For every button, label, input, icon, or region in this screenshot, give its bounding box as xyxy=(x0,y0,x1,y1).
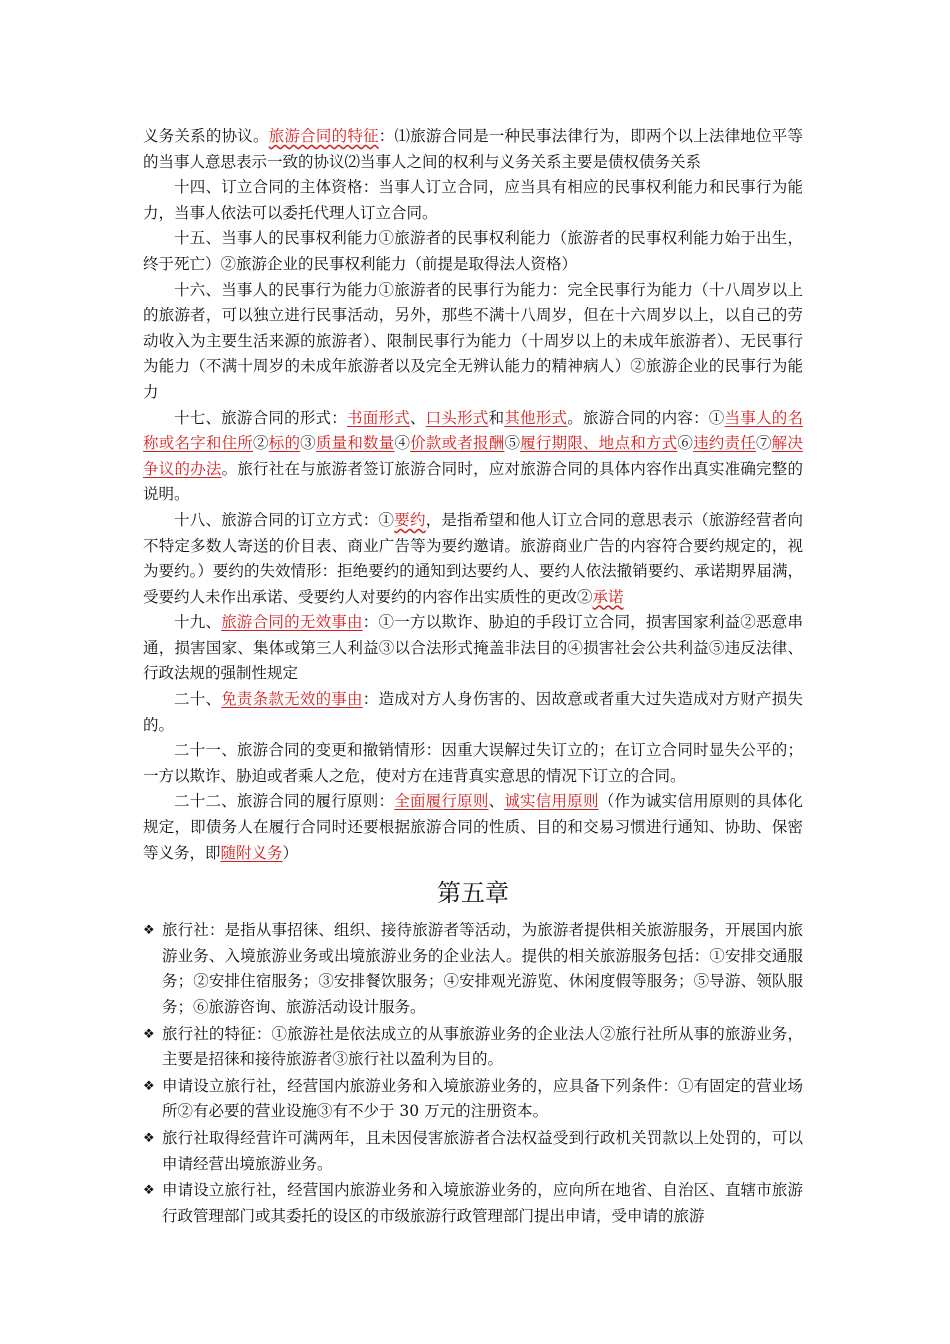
highlight-text: 要约 xyxy=(394,510,426,529)
text: ⑤ xyxy=(504,434,521,453)
text: 和 xyxy=(488,408,505,427)
highlight-text: 解决争议的办法 xyxy=(143,434,803,478)
list-item-text: 申请设立旅行社，经营国内旅游业务和入境旅游业务的，应具备下列条件：①有固定的营业场所②有必要的营业设施③有不少于 30 万元的注册资本。 xyxy=(162,1076,803,1121)
text: 、 xyxy=(488,792,505,811)
highlight-text: 违约责任 xyxy=(693,434,756,453)
text: ② xyxy=(253,434,269,453)
list-item xyxy=(143,1178,803,1229)
text: 二十、 xyxy=(174,690,222,709)
highlight-text: 诚实信用原则 xyxy=(504,792,599,811)
text: ，是指希望和他人订立合同的意思表示（旅游经营者向不特定多数人寄送的价目表、商业广告等为要约邀请。旅游商业广告的内容符合要约规定的，视为要约。）要约的失效情形：拒绝要约的通知到达要约人、要约人依法撤销要约、承诺期界届满，受要约人未作出承诺、受要约人对要约的内容作出实质性的更改② xyxy=(143,510,803,606)
text: ） xyxy=(282,843,299,862)
text: 十八、旅游合同的订立方式：① xyxy=(174,510,395,529)
text: 十九、 xyxy=(174,613,222,632)
paragraph-13-tail xyxy=(143,124,803,175)
text: ：①一方以欺诈、胁迫的手段订立合同，损害国家利益②恶意串通，损害国家、集体或第三人利益③以合法形式掩盖非法目的④损害社会公共利益⑤违反法律、行政法规的强制性规定 xyxy=(143,613,803,683)
highlight-text: 质量和数量 xyxy=(315,434,395,453)
highlight-text: 价款或者报酬 xyxy=(410,434,505,453)
paragraph-16: 十六、当事人的民事行为能力①旅游者的民事行为能力：完全民事行为能力（十八周岁以上的旅游者，可以独立进行民事活动，另外，那些不满十八周岁，但在十六周岁以上，以自己的劳动收入为主要生活来源的旅游者）、限制民事行为能力（十周岁以上的未成年旅游者）、无民事行为能力（不满十周岁的未成年旅游者以及完全无辨认能力的精神病人）②旅游企业的民事行为能力 xyxy=(143,280,803,401)
paragraph-14: 十四、订立合同的主体资格：当事人订立合同，应当具有相应的民事权利能力和民事行为能力，当事人依法可以委托代理人订立合同。 xyxy=(143,178,803,222)
highlight-text: 免责条款无效的事由 xyxy=(221,690,363,709)
bullet-list xyxy=(143,918,803,1229)
text: 十七、旅游合同的形式： xyxy=(174,408,348,427)
highlight-text: 履行期限、地点和方式 xyxy=(520,434,678,453)
list-item xyxy=(143,1022,803,1073)
diamond-bullet-icon: ❖ xyxy=(143,1026,155,1042)
list-item-text: 旅行社取得经营许可满两年，且未因侵害旅游者合法权益受到行政机关罚款以上处罚的，可以申请经营出境旅游业务。 xyxy=(162,1128,803,1173)
highlight-text: 随附义务 xyxy=(220,843,283,862)
text: （作为诚实信用原则的具体化规定，即债务人在履行合同时还要根据旅游合同的性质、目的和交易习惯进行通知、协助、保密等义务，即 xyxy=(143,792,803,862)
list-item xyxy=(143,1074,803,1125)
document-page xyxy=(143,124,803,1230)
text: ⑦ xyxy=(755,434,772,453)
text: ：造成对方人身伤害的、因故意或者重大过失造成对方财产损失的。 xyxy=(143,690,803,734)
paragraph-18 xyxy=(143,508,803,610)
diamond-bullet-icon: ❖ xyxy=(143,1183,155,1199)
highlight-text: 全面履行原则 xyxy=(394,792,489,811)
text: 。旅行社在与旅游者签订旅游合同时，应对旅游合同的具体内容作出真实准确完整的说明。 xyxy=(143,459,803,504)
list-item-text: 旅行社的特征：①旅游社是依法成立的从事旅游业务的企业法人②旅行社所从事的旅游业务，主要是招徕和接待旅游者③旅行社以盈利为目的。 xyxy=(162,1024,803,1069)
text: ③ xyxy=(300,434,316,453)
text: ④ xyxy=(394,434,411,453)
paragraph-21: 二十一、旅游合同的变更和撤销情形：因重大误解过失订立的；在订立合同时显失公平的；一方以欺诈、胁迫或者乘人之危，使对方在违背真实意思的情况下订立的合同。 xyxy=(143,741,803,785)
highlight-text: 当事人的名称或名字和住所 xyxy=(143,408,803,453)
highlight-text: 其他形式 xyxy=(504,408,568,427)
paragraph-22 xyxy=(143,789,803,866)
list-item-text: 旅行社：是指从事招徕、组织、接待旅游者等活动，为旅游者提供相关旅游服务，开展国内旅游业务、入境旅游业务或出境旅游业务的企业法人。提供的相关旅游服务包括：①安排交通服务；②安排住宿服务；③安排餐饮服务；④安排观光游览、休闲度假等服务；⑤导游、领队服务；⑥旅游咨询、旅游活动设计服务。 xyxy=(162,921,803,1016)
highlight-text: 口头形式 xyxy=(425,408,489,427)
paragraph-19 xyxy=(143,610,803,687)
text: 。旅游合同的内容：① xyxy=(567,408,725,427)
paragraph-17 xyxy=(143,406,803,508)
paragraph-15: 十五、当事人的民事权利能力①旅游者的民事权利能力（旅游者的民事权利能力始于出生，终于死亡）②旅游企业的民事权利能力（前提是取得法人资格） xyxy=(143,229,803,273)
highlight-text: 承诺 xyxy=(592,587,624,606)
diamond-bullet-icon: ❖ xyxy=(143,923,155,939)
list-item xyxy=(143,1126,803,1177)
text: 、 xyxy=(409,408,426,427)
highlight-text: 旅游合同的无效事由 xyxy=(221,613,363,632)
highlight-text: 标的 xyxy=(268,434,301,453)
diamond-bullet-icon: ❖ xyxy=(143,1078,155,1094)
diamond-bullet-icon: ❖ xyxy=(143,1130,155,1146)
text: 二十二、旅游合同的履行原则： xyxy=(174,792,395,811)
list-item-text: 申请设立旅行社，经营国内旅游业务和入境旅游业务的，应向所在地省、自治区、直辖市旅游行政管理部门或其委托的设区的市级旅游行政管理部门提出申请，受申请的旅游 xyxy=(162,1181,803,1225)
highlight-text: 书面形式 xyxy=(347,408,410,427)
text: 义务关系的协议。 xyxy=(143,127,269,145)
text: ：⑴旅游合同是一种民事法律行为，即两个以上法律地位平等的当事人意思表示一致的协议⑵当事人之间的权利与义务关系主要是债权债务关系 xyxy=(143,127,803,171)
text: ⑥ xyxy=(677,434,694,453)
chapter-title: 第五章 xyxy=(437,879,509,908)
list-item xyxy=(143,918,803,1020)
highlight-text: 旅游合同的特征 xyxy=(268,127,379,145)
paragraph-20 xyxy=(143,687,803,738)
